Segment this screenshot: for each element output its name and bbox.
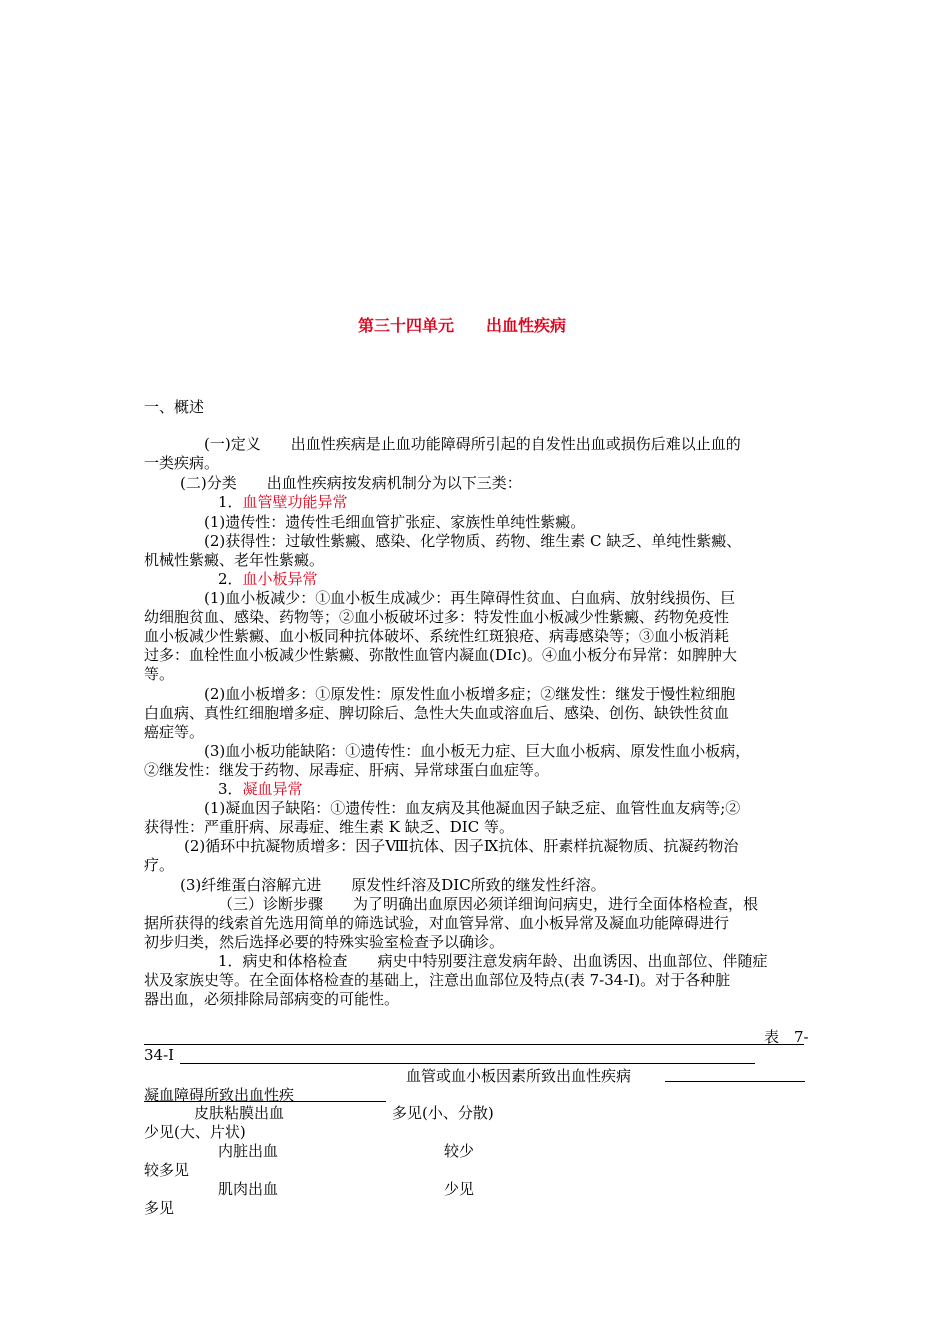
category-3-number: 3． [218,780,243,798]
table-row-name: 肌肉出血 [218,1180,279,1198]
page-title: 第三十四单元 出血性疾病 [358,316,567,335]
category-3-item-3-text: 原发性纤溶及DIC所致的继发性纤溶。 [351,876,606,894]
category-3-item-1-cont: 获得性：严重肝病、尿毒症、维生素 K 缺乏、DIC 等。 [144,818,514,836]
table-rule-top [144,1044,804,1045]
table-rule-header-right [665,1081,805,1082]
category-3-title: 凝血异常 [242,780,303,798]
table-cell-col2: 较多见 [144,1161,190,1179]
category-2-item-2-cont: 白血病、真性红细胞增多症、脾切除后、急性大失血或溶血后、感染、创伤、缺铁性贫血 [144,704,730,722]
category-2-item-1: (1)血小板减少：①血小板生成减少：再生障碍性贫血、白血病、放射线损伤、巨 [204,589,736,607]
category-2-number: 2． [218,570,243,588]
category-2-item-1-cont: 幼细胞贫血、感染、药物等；②血小板破坏过多：特发性血小板减少性紫癜、药物免疫性 [144,608,730,626]
classification-text: 出血性疾病按发病机制分为以下三类： [266,474,522,492]
category-1-number: 1． [218,493,243,511]
definition-line-1 [204,434,741,454]
history-heading: 1．病史和体格检查 [218,952,348,970]
history-text: 病史中特别要注意发病年龄、出血诱因、出血部位、伴随症 [377,952,768,970]
history-line-3: 器出血，必须排除局部病变的可能性。 [144,990,400,1008]
history-line-1 [218,951,768,971]
diagnosis-text: 为了明确出血原因必须详细询问病史，进行全面体格检查，根 [353,895,759,913]
table-cell-col1: 较少 [444,1142,475,1160]
table-rule-header-left [144,1101,386,1102]
table-label: 表 7- [764,1028,809,1046]
category-1-item-1: (1)遗传性：遗传性毛细血管扩张症、家族性单纯性紫癜。 [204,513,586,531]
category-2-heading [218,569,318,589]
category-2-item-1-cont: 过多：血栓性血小板减少性紫癜、弥散性血管内凝血(DIc)。④血小板分布异常：如脾肿大 [144,646,738,664]
definition-text: 出血性疾病是止血功能障碍所引起的自发性出血或损伤后难以止血的 [290,435,741,453]
diagnosis-heading: （三）诊断步骤 [218,895,324,913]
table-cell-col2: 少见(大、片状) [144,1123,246,1141]
category-2-title: 血小板异常 [242,570,318,588]
table-cell-col1: 少见 [444,1180,475,1198]
category-3-item-3 [180,875,606,895]
table-row-name: 皮肤粘膜出血 [194,1104,285,1122]
category-1-item-2: (2)获得性：过敏性紫癜、感染、化学物质、药物、维生素 C 缺乏、单纯性紫癜、 [204,532,742,550]
category-1-item-2-cont: 机械性紫癜、老年性紫癜。 [144,551,325,569]
table-col1-header: 血管或血小板因素所致出血性疾病 [406,1067,632,1085]
table-cell-col2: 多见 [144,1199,175,1217]
category-3-item-1: (1)凝血因子缺陷：①遗传性：血友病及其他凝血因子缺乏症、血管性血友病等;② [204,799,741,817]
diagnosis-line-1 [218,894,758,914]
category-3-item-3-heading: (3)纤维蛋白溶解亢进 [180,876,322,894]
diagnosis-line-2: 据所获得的线索首先选用简单的筛选试验，对血管异常、血小板异常及凝血功能障碍进行 [144,914,730,932]
table-rule-header [180,1063,755,1064]
table-label-cont: 34-I [144,1046,175,1064]
classification-line [180,473,522,493]
category-2-item-1-cont: 血小板减少性紫癜、血小板同种抗体破坏、系统性红斑狼疮、病毒感染等；③血小板消耗 [144,627,730,645]
definition-line-2: 一类疾病。 [144,454,220,472]
table-row-name: 内脏出血 [218,1142,279,1160]
table-col2-header: 凝血障碍所致出血性疾 [144,1086,295,1104]
diagnosis-line-3: 初步归类，然后选择必要的特殊实验室检查予以确诊。 [144,933,505,951]
table-cell-col1: 多见(小、分散) [392,1104,494,1122]
classification-heading: (二)分类 [180,474,237,492]
category-3-item-2-cont: 疗。 [144,856,175,874]
definition-heading: (一)定义 [204,435,261,453]
category-2-item-3: (3)血小板功能缺陷：①遗传性：血小板无力症、巨大血小板病、原发性血小板病， [204,742,751,760]
category-1-heading [218,492,348,512]
category-3-heading [218,779,303,799]
category-1-title: 血管壁功能异常 [242,493,348,511]
category-3-item-2: (2)循环中抗凝物质增多：因子Ⅷ抗体、因子Ⅸ抗体、肝素样抗凝物质、抗凝药物治 [184,837,739,855]
category-2-item-2-cont: 癌症等。 [144,723,205,741]
section-heading: 一、概述 [144,398,205,416]
category-2-item-2: (2)血小板增多：①原发性：原发性血小板增多症；②继发性：继发于慢性粒细胞 [204,685,736,703]
category-2-item-1-cont: 等。 [144,665,175,683]
history-line-2: 状及家族史等。在全面体格检查的基础上，注意出血部位及特点(表 7-34-I)。对于各种脏 [144,971,731,989]
category-2-item-3-cont: ②继发性：继发于药物、尿毒症、肝病、异常球蛋白血症等。 [144,761,550,779]
